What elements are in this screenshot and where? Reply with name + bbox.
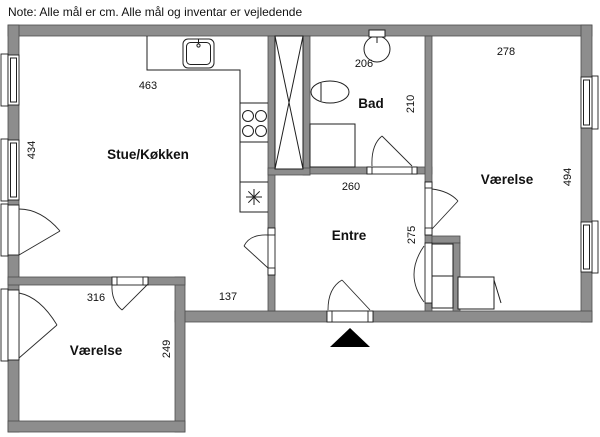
window-sill <box>1 139 8 201</box>
dim-living-height: 434 <box>26 140 38 160</box>
window-icon <box>8 55 19 105</box>
door-opening-bath <box>367 167 417 174</box>
fridge-star-icon <box>246 189 262 205</box>
entrance-door-opening <box>327 311 373 322</box>
window-sill <box>1 289 8 361</box>
label-hall: Entre <box>331 228 367 243</box>
dim-bedroom-right-width: 278 <box>496 46 516 58</box>
balcony-door <box>8 290 19 360</box>
dim-bath-width: 206 <box>354 58 374 70</box>
balcony-door <box>8 205 19 255</box>
dim-bedroom-right-height: 494 <box>562 167 574 187</box>
plan-note: Note: Alle mål er cm. Alle mål og inventar er vejledende <box>8 5 303 19</box>
storage-fixtures <box>432 244 501 309</box>
toilet-icon <box>311 81 349 103</box>
dim-hall-width: 260 <box>341 181 361 193</box>
dim-living-width: 463 <box>138 80 158 92</box>
door-opening-bedroom-left <box>112 277 148 285</box>
kitchen-fixtures <box>147 36 303 212</box>
window-sill <box>1 54 8 106</box>
window-icon <box>8 140 19 200</box>
dim-bedroom-left-height: 249 <box>161 339 173 359</box>
label-bathroom: Bad <box>358 96 384 111</box>
shower-icon <box>310 124 355 167</box>
window-sill <box>592 76 598 129</box>
closet-shelf <box>432 276 453 308</box>
door-opening-living-hall <box>268 228 275 275</box>
door-swing <box>244 246 268 268</box>
tall-cabinet-x-icon <box>275 36 303 169</box>
dim-bath-height: 210 <box>405 94 417 114</box>
dim-passage-width: 137 <box>218 291 238 303</box>
window-sill <box>592 221 598 273</box>
window-icon <box>581 222 592 272</box>
label-living-kitchen: Stue/Køkken <box>107 147 189 162</box>
dim-bedroom-left-width: 316 <box>86 292 106 304</box>
stove-burners-icon <box>243 111 267 137</box>
entrance-arrow-icon <box>330 328 370 347</box>
door-opening-bedroom-right <box>425 182 432 235</box>
kitchen-sink-icon <box>183 39 214 68</box>
window-icon <box>581 77 592 128</box>
wardrobe-cabinet-icon <box>458 277 494 309</box>
window-sill <box>1 204 8 256</box>
dim-hall-height: 275 <box>406 225 418 245</box>
closet-shelf <box>432 244 453 276</box>
label-bedroom-left: Værelse <box>69 343 123 358</box>
label-bedroom-right: Værelse <box>480 172 534 187</box>
closet-door-opening <box>425 243 432 303</box>
